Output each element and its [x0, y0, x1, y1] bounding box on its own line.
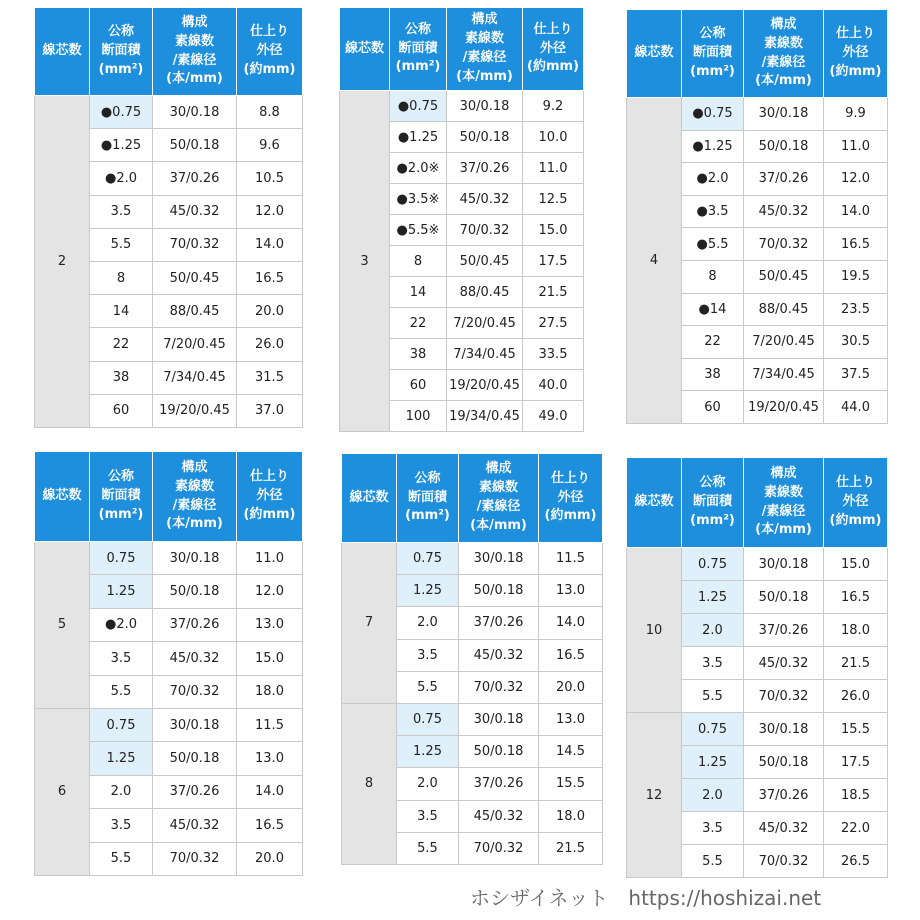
- strand-cell: 45/0.32: [153, 642, 237, 675]
- header-row: [627, 458, 888, 548]
- column-header: 仕上り 外径 (約mm): [824, 458, 888, 548]
- area-cell: 60: [390, 370, 447, 401]
- strand-cell: 45/0.32: [744, 195, 824, 228]
- diameter-cell: 27.5: [523, 308, 584, 339]
- area-cell: 1.25: [682, 581, 744, 614]
- table-row: [35, 708, 303, 741]
- core-count-cell: 6: [35, 708, 90, 875]
- strand-cell: 88/0.45: [744, 293, 824, 326]
- diameter-cell: 14.0: [539, 607, 603, 639]
- core-count-cell: 10: [627, 548, 682, 713]
- diameter-cell: 11.5: [539, 543, 603, 575]
- area-cell: 60: [682, 391, 744, 424]
- diameter-cell: 11.0: [237, 542, 303, 575]
- diameter-cell: 16.5: [539, 639, 603, 671]
- strand-cell: 30/0.18: [459, 543, 539, 575]
- diameter-cell: 18.0: [237, 675, 303, 708]
- area-cell: 3.5: [90, 195, 153, 228]
- diameter-cell: 12.0: [237, 575, 303, 608]
- area-cell: ●3.5: [682, 195, 744, 228]
- area-cell: 2.0: [682, 614, 744, 647]
- spec-table-4-core: [626, 9, 888, 424]
- header-row: [342, 454, 603, 543]
- area-cell: 5.5: [90, 228, 153, 261]
- table-row: [627, 98, 888, 131]
- diameter-cell: 20.0: [539, 671, 603, 703]
- diameter-cell: 23.5: [824, 293, 888, 326]
- strand-cell: 45/0.32: [153, 809, 237, 842]
- diameter-cell: 13.0: [237, 742, 303, 775]
- area-cell: 38: [682, 358, 744, 391]
- strand-cell: 19/20/0.45: [447, 370, 523, 401]
- area-cell: ●2.0: [90, 162, 153, 195]
- column-header: 公称 断面積 (mm²): [397, 454, 459, 543]
- area-cell: 3.5: [90, 809, 153, 842]
- strand-cell: 19/20/0.45: [153, 394, 237, 427]
- area-cell: 100: [390, 401, 447, 432]
- diameter-cell: 11.5: [237, 708, 303, 741]
- area-cell: ●1.25: [90, 129, 153, 162]
- site-watermark: ホシザイネット https://hoshizai.net: [470, 886, 822, 910]
- strand-cell: 45/0.32: [459, 639, 539, 671]
- diameter-cell: 18.5: [824, 779, 888, 812]
- diameter-cell: 8.8: [237, 96, 303, 129]
- area-cell: 3.5: [397, 639, 459, 671]
- strand-cell: 30/0.18: [153, 708, 237, 741]
- diameter-cell: 16.5: [237, 261, 303, 294]
- diameter-cell: 18.0: [539, 800, 603, 832]
- diameter-cell: 26.5: [824, 845, 888, 878]
- diameter-cell: 15.5: [824, 713, 888, 746]
- diameter-cell: 18.0: [824, 614, 888, 647]
- diameter-cell: 17.5: [824, 746, 888, 779]
- strand-cell: 50/0.45: [447, 246, 523, 277]
- diameter-cell: 12.0: [237, 195, 303, 228]
- column-header: 公称 断面積 (mm²): [90, 8, 153, 96]
- strand-cell: 70/0.32: [744, 845, 824, 878]
- column-header: 仕上り 外径 (約mm): [237, 452, 303, 542]
- column-header: 構成 素線数 /素線径 (本/mm): [744, 458, 824, 548]
- area-cell: 5.5: [682, 845, 744, 878]
- diameter-cell: 33.5: [523, 339, 584, 370]
- diameter-cell: 37.0: [237, 394, 303, 427]
- diameter-cell: 10.5: [237, 162, 303, 195]
- area-cell: 5.5: [90, 842, 153, 875]
- column-header: 仕上り 外径 (約mm): [824, 10, 888, 98]
- diameter-cell: 26.0: [237, 328, 303, 361]
- strand-cell: 30/0.18: [153, 96, 237, 129]
- diameter-cell: 14.5: [539, 736, 603, 768]
- column-header: 線芯数: [627, 458, 682, 548]
- diameter-cell: 31.5: [237, 361, 303, 394]
- area-cell: ●2.0: [682, 163, 744, 196]
- strand-cell: 30/0.18: [744, 548, 824, 581]
- strand-cell: 88/0.45: [447, 277, 523, 308]
- diameter-cell: 20.0: [237, 295, 303, 328]
- strand-cell: 30/0.18: [459, 703, 539, 735]
- column-header: 仕上り 外径 (約mm): [237, 8, 303, 96]
- area-cell: ●2.0※: [390, 153, 447, 184]
- strand-cell: 50/0.18: [744, 581, 824, 614]
- area-cell: 5.5: [397, 671, 459, 703]
- area-cell: ●5.5※: [390, 215, 447, 246]
- strand-cell: 37/0.26: [153, 162, 237, 195]
- column-header: 構成 素線数 /素線径 (本/mm): [153, 8, 237, 96]
- header-row: [35, 452, 303, 542]
- diameter-cell: 20.0: [237, 842, 303, 875]
- diameter-cell: 21.5: [523, 277, 584, 308]
- column-header: 公称 断面積 (mm²): [390, 8, 447, 91]
- area-cell: 22: [682, 326, 744, 359]
- core-count-cell: 12: [627, 713, 682, 878]
- diameter-cell: 14.0: [824, 195, 888, 228]
- diameter-cell: 15.0: [824, 548, 888, 581]
- strand-cell: 45/0.32: [153, 195, 237, 228]
- area-cell: ●0.75: [682, 98, 744, 131]
- strand-cell: 7/34/0.45: [447, 339, 523, 370]
- strand-cell: 50/0.18: [447, 122, 523, 153]
- diameter-cell: 15.0: [237, 642, 303, 675]
- diameter-cell: 14.0: [237, 775, 303, 808]
- diameter-cell: 13.0: [237, 608, 303, 641]
- table-row: [627, 548, 888, 581]
- core-count-cell: 7: [342, 543, 397, 704]
- diameter-cell: 12.0: [824, 163, 888, 196]
- strand-cell: 50/0.18: [153, 575, 237, 608]
- diameter-cell: 15.5: [539, 768, 603, 800]
- area-cell: 1.25: [90, 742, 153, 775]
- core-count-cell: 2: [35, 96, 90, 428]
- column-header: 線芯数: [35, 452, 90, 542]
- area-cell: 0.75: [90, 708, 153, 741]
- area-cell: 22: [390, 308, 447, 339]
- header-row: [340, 8, 584, 91]
- header-row: [627, 10, 888, 98]
- area-cell: 3.5: [90, 642, 153, 675]
- diameter-cell: 13.0: [539, 703, 603, 735]
- area-cell: ●1.25: [390, 122, 447, 153]
- column-header: 線芯数: [342, 454, 397, 543]
- diameter-cell: 13.0: [539, 575, 603, 607]
- area-cell: ●2.0: [90, 608, 153, 641]
- strand-cell: 37/0.26: [744, 779, 824, 812]
- area-cell: 0.75: [397, 543, 459, 575]
- strand-cell: 70/0.32: [459, 671, 539, 703]
- strand-cell: 45/0.32: [459, 800, 539, 832]
- area-cell: 3.5: [397, 800, 459, 832]
- table-row: [35, 542, 303, 575]
- area-cell: 8: [682, 260, 744, 293]
- area-cell: 3.5: [682, 647, 744, 680]
- diameter-cell: 21.5: [539, 832, 603, 864]
- table-row: [340, 91, 584, 122]
- column-header: 公称 断面積 (mm²): [682, 10, 744, 98]
- area-cell: ●0.75: [90, 96, 153, 129]
- strand-cell: 37/0.26: [447, 153, 523, 184]
- diameter-cell: 30.5: [824, 326, 888, 359]
- spec-table-5-6-core: [34, 451, 303, 876]
- area-cell: 0.75: [90, 542, 153, 575]
- diameter-cell: 16.5: [824, 228, 888, 261]
- core-count-cell: 8: [342, 703, 397, 864]
- diameter-cell: 9.6: [237, 129, 303, 162]
- diameter-cell: 12.5: [523, 184, 584, 215]
- diameter-cell: 21.5: [824, 647, 888, 680]
- spec-table-10-12-core: [626, 457, 888, 878]
- spec-table-2-core: [34, 7, 303, 428]
- strand-cell: 37/0.26: [459, 607, 539, 639]
- area-cell: 5.5: [397, 832, 459, 864]
- strand-cell: 7/20/0.45: [447, 308, 523, 339]
- strand-cell: 37/0.26: [153, 608, 237, 641]
- strand-cell: 70/0.32: [447, 215, 523, 246]
- area-cell: 1.25: [90, 575, 153, 608]
- diameter-cell: 16.5: [824, 581, 888, 614]
- strand-cell: 50/0.45: [744, 260, 824, 293]
- strand-cell: 7/34/0.45: [153, 361, 237, 394]
- spec-table-7-8-core: [341, 453, 603, 865]
- area-cell: 8: [90, 261, 153, 294]
- strand-cell: 7/34/0.45: [744, 358, 824, 391]
- area-cell: 8: [390, 246, 447, 277]
- core-count-cell: 5: [35, 542, 90, 709]
- column-header: 公称 断面積 (mm²): [682, 458, 744, 548]
- strand-cell: 37/0.26: [459, 768, 539, 800]
- area-cell: 0.75: [397, 703, 459, 735]
- strand-cell: 50/0.18: [744, 130, 824, 163]
- area-cell: 2.0: [682, 779, 744, 812]
- strand-cell: 70/0.32: [459, 832, 539, 864]
- strand-cell: 19/34/0.45: [447, 401, 523, 432]
- area-cell: ●0.75: [390, 91, 447, 122]
- strand-cell: 50/0.18: [153, 129, 237, 162]
- diameter-cell: 19.5: [824, 260, 888, 293]
- table-row: [342, 543, 603, 575]
- area-cell: 38: [90, 361, 153, 394]
- area-cell: 1.25: [397, 736, 459, 768]
- area-cell: ●5.5: [682, 228, 744, 261]
- column-header: 構成 素線数 /素線径 (本/mm): [153, 452, 237, 542]
- column-header: 線芯数: [340, 8, 390, 91]
- diameter-cell: 9.2: [523, 91, 584, 122]
- strand-cell: 7/20/0.45: [744, 326, 824, 359]
- strand-cell: 37/0.26: [744, 163, 824, 196]
- strand-cell: 70/0.32: [744, 680, 824, 713]
- strand-cell: 37/0.26: [744, 614, 824, 647]
- diameter-cell: 17.5: [523, 246, 584, 277]
- table-row: [342, 703, 603, 735]
- strand-cell: 19/20/0.45: [744, 391, 824, 424]
- core-count-cell: 3: [340, 91, 390, 432]
- strand-cell: 70/0.32: [744, 228, 824, 261]
- diameter-cell: 16.5: [237, 809, 303, 842]
- strand-cell: 45/0.32: [744, 812, 824, 845]
- column-header: 構成 素線数 /素線径 (本/mm): [459, 454, 539, 543]
- diameter-cell: 15.0: [523, 215, 584, 246]
- area-cell: 2.0: [397, 768, 459, 800]
- strand-cell: 50/0.18: [744, 746, 824, 779]
- diameter-cell: 26.0: [824, 680, 888, 713]
- column-header: 仕上り 外径 (約mm): [523, 8, 584, 91]
- area-cell: 0.75: [682, 548, 744, 581]
- column-header: 構成 素線数 /素線径 (本/mm): [744, 10, 824, 98]
- column-header: 公称 断面積 (mm²): [90, 452, 153, 542]
- strand-cell: 7/20/0.45: [153, 328, 237, 361]
- strand-cell: 70/0.32: [153, 842, 237, 875]
- diameter-cell: 22.0: [824, 812, 888, 845]
- core-count-cell: 4: [627, 98, 682, 424]
- area-cell: 22: [90, 328, 153, 361]
- area-cell: 5.5: [682, 680, 744, 713]
- area-cell: 1.25: [397, 575, 459, 607]
- strand-cell: 50/0.18: [459, 736, 539, 768]
- strand-cell: 50/0.45: [153, 261, 237, 294]
- area-cell: 14: [90, 295, 153, 328]
- area-cell: 5.5: [90, 675, 153, 708]
- strand-cell: 30/0.18: [744, 98, 824, 131]
- diameter-cell: 11.0: [523, 153, 584, 184]
- column-header: 線芯数: [35, 8, 90, 96]
- strand-cell: 70/0.32: [153, 228, 237, 261]
- diameter-cell: 9.9: [824, 98, 888, 131]
- strand-cell: 50/0.18: [153, 742, 237, 775]
- diameter-cell: 44.0: [824, 391, 888, 424]
- table-row: [35, 96, 303, 129]
- strand-cell: 88/0.45: [153, 295, 237, 328]
- area-cell: 3.5: [682, 812, 744, 845]
- area-cell: 14: [390, 277, 447, 308]
- area-cell: 1.25: [682, 746, 744, 779]
- strand-cell: 30/0.18: [744, 713, 824, 746]
- table-row: [627, 713, 888, 746]
- area-cell: ●3.5※: [390, 184, 447, 215]
- strand-cell: 45/0.32: [744, 647, 824, 680]
- area-cell: 2.0: [90, 775, 153, 808]
- area-cell: 2.0: [397, 607, 459, 639]
- strand-cell: 30/0.18: [153, 542, 237, 575]
- area-cell: ●14: [682, 293, 744, 326]
- strand-cell: 37/0.26: [153, 775, 237, 808]
- strand-cell: 45/0.32: [447, 184, 523, 215]
- diameter-cell: 40.0: [523, 370, 584, 401]
- diameter-cell: 14.0: [237, 228, 303, 261]
- area-cell: 0.75: [682, 713, 744, 746]
- diameter-cell: 10.0: [523, 122, 584, 153]
- area-cell: ●1.25: [682, 130, 744, 163]
- column-header: 仕上り 外径 (約mm): [539, 454, 603, 543]
- area-cell: 60: [90, 394, 153, 427]
- strand-cell: 70/0.32: [153, 675, 237, 708]
- column-header: 線芯数: [627, 10, 682, 98]
- strand-cell: 50/0.18: [459, 575, 539, 607]
- header-row: [35, 8, 303, 96]
- area-cell: 38: [390, 339, 447, 370]
- diameter-cell: 37.5: [824, 358, 888, 391]
- spec-table-3-core: [339, 7, 584, 432]
- column-header: 構成 素線数 /素線径 (本/mm): [447, 8, 523, 91]
- diameter-cell: 11.0: [824, 130, 888, 163]
- strand-cell: 30/0.18: [447, 91, 523, 122]
- diameter-cell: 49.0: [523, 401, 584, 432]
